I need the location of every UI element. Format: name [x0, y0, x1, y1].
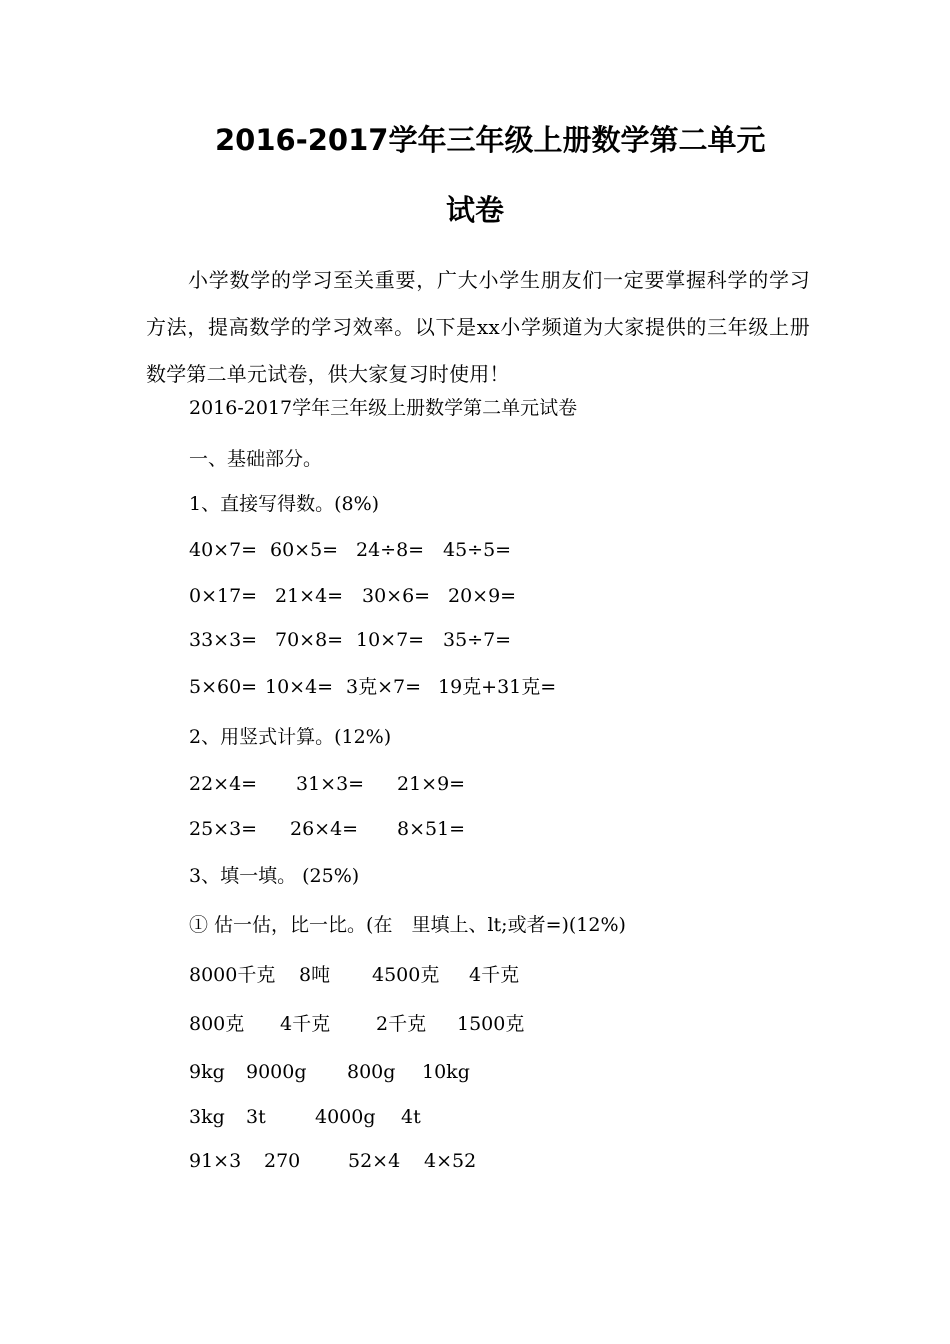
calc-item: 33×3=: [189, 629, 258, 651]
calc-item: 21×9=: [397, 773, 466, 795]
calc-item: 70×8=: [275, 629, 344, 651]
calc-item: 5×60=: [189, 676, 258, 698]
compare-item: 8吨: [299, 964, 331, 986]
compare-item: 3t: [246, 1106, 266, 1128]
compare-item: 2千克: [376, 1013, 427, 1035]
question-1-heading: 1、直接写得数。(8%): [189, 493, 380, 515]
compare-item: 4t: [401, 1106, 421, 1128]
calc-item: 21×4=: [275, 585, 344, 607]
compare-item: 4千克: [280, 1013, 331, 1035]
document-title-line-1: 2016-2017学年三年级上册数学第二单元: [215, 123, 766, 157]
compare-item: 91×3: [189, 1150, 242, 1172]
calc-item: 19克+31克=: [438, 676, 557, 698]
calc-item: 30×6=: [362, 585, 431, 607]
question-3-heading: 3、填一填。 (25%): [189, 865, 360, 887]
calc-item: 24÷8=: [356, 539, 425, 561]
calc-item: 20×9=: [448, 585, 517, 607]
compare-item: 9000g: [246, 1061, 307, 1083]
compare-item: 1500克: [457, 1013, 525, 1035]
calc-item: 3克×7=: [346, 676, 422, 698]
calc-item: 8×51=: [397, 818, 466, 840]
calc-item: 10×4=: [265, 676, 334, 698]
compare-item: 4000g: [315, 1106, 376, 1128]
question-3-part-1: ① 估一估，比一比。(在 里填上、lt;或者=)(12%): [189, 914, 626, 936]
compare-item: 270: [264, 1150, 301, 1172]
compare-item: 4千克: [469, 964, 520, 986]
calc-item: 10×7=: [356, 629, 425, 651]
compare-item: 3kg: [189, 1106, 225, 1128]
calc-item: 45÷5=: [443, 539, 512, 561]
calc-item: 22×4=: [189, 773, 258, 795]
calc-item: 40×7=: [189, 539, 258, 561]
calc-item: 31×3=: [296, 773, 365, 795]
question-2-heading: 2、用竖式计算。(12%): [189, 726, 392, 748]
compare-item: 52×4: [348, 1150, 401, 1172]
compare-item: 9kg: [189, 1061, 225, 1083]
calc-item: 60×5=: [270, 539, 339, 561]
document-title-line-2: 试卷: [445, 193, 504, 227]
compare-item: 800克: [189, 1013, 245, 1035]
compare-item: 8000千克: [189, 964, 276, 986]
subtitle: 2016-2017学年三年级上册数学第二单元试卷: [189, 397, 578, 419]
compare-item: 4500克: [372, 964, 440, 986]
calc-item: 26×4=: [290, 818, 359, 840]
intro-paragraph: 小学数学的学习至关重要，广大小学生朋友们一定要掌握科学的学习方法，提高数学的学习效率。以下是xx小学频道为大家提供的三年级上册数学第二单元试卷，供大家复习时使用！: [146, 268, 810, 386]
compare-item: 10kg: [422, 1061, 470, 1083]
compare-item: 4×52: [424, 1150, 477, 1172]
calc-item: 25×3=: [189, 818, 258, 840]
section-heading-basics: 一、基础部分。: [189, 448, 323, 470]
calc-item: 35÷7=: [443, 629, 512, 651]
calc-item: 0×17=: [189, 585, 258, 607]
compare-item: 800g: [347, 1061, 396, 1083]
